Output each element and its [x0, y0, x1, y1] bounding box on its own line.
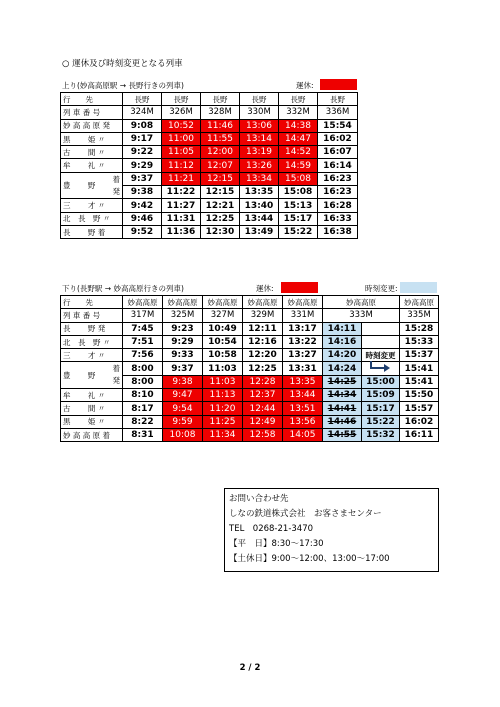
time-cell: 13:06 [240, 119, 279, 132]
station-name: 北 長 野 〃 [61, 212, 123, 225]
time-cell: 10:54 [203, 335, 243, 348]
time-cell: 16:38 [318, 225, 358, 238]
time-cell: 15:57 [400, 402, 439, 415]
up-row [61, 119, 358, 132]
time-cell: 8:00 [123, 362, 163, 375]
contact-weekday-hours: 【平 日】8:30～17:30 [229, 539, 324, 549]
destination: 妙高高原 [323, 296, 400, 309]
station-toyono [61, 362, 123, 389]
destination: 妙高高原 [400, 296, 439, 309]
down-row [61, 389, 439, 402]
time-cell: 8:31 [123, 428, 163, 441]
time-cell [362, 335, 400, 348]
time-cell: 14:47 [279, 132, 318, 145]
time-cell: 7:45 [123, 322, 163, 335]
train-number: 317M [123, 309, 163, 322]
time-cell: 13:35 [240, 186, 279, 199]
time-cell: 13:56 [283, 415, 323, 428]
time-cell: 11:31 [162, 212, 201, 225]
destination: 妙高高原 [243, 296, 283, 309]
time-cell: 9:38 [163, 375, 203, 388]
time-cell: 10:52 [162, 119, 201, 132]
time-cell: 11:00 [162, 132, 201, 145]
time-cell: 9:42 [123, 199, 162, 212]
time-cell: 9:29 [123, 159, 162, 172]
arrive-label: 着 [112, 364, 120, 374]
down-row [61, 322, 439, 335]
time-cell: 14:38 [279, 119, 318, 132]
contact-box [224, 488, 439, 572]
destination: 妙高高原 [203, 296, 243, 309]
up-row [61, 199, 358, 212]
train-number: 327M [203, 309, 243, 322]
contact-tel: TEL 0268-21-3470 [229, 524, 314, 534]
time-cell: 9:17 [123, 132, 162, 145]
time-cell: 7:51 [123, 335, 163, 348]
time-cell: 7:56 [123, 349, 163, 362]
time-cell: 8:22 [123, 415, 163, 428]
station-name: 黒 姫 〃 [61, 415, 123, 428]
destination: 長野 [201, 93, 240, 106]
time-cell: 9:38 [123, 186, 162, 199]
up-timetable [60, 92, 358, 239]
time-cell: 10:58 [203, 349, 243, 362]
train-number-label: 列 車 番 号 [61, 309, 123, 322]
up-legend-label: 運休: [296, 81, 314, 90]
down-row [61, 335, 439, 348]
time-cell: 15:08 [279, 172, 318, 185]
time-cell: 11:55 [201, 132, 240, 145]
depart-label: 発 [112, 376, 120, 386]
time-cell: 16:07 [318, 146, 358, 159]
train-number: 324M [123, 106, 162, 119]
time-cell: 12:37 [243, 389, 283, 402]
station-name: 黒 姫 〃 [61, 132, 123, 145]
time-cell: 9:33 [163, 349, 203, 362]
time-cell: 9:59 [163, 415, 203, 428]
station-name: 妙 高 高 原 発 [61, 119, 123, 132]
train-number: 332M [279, 106, 318, 119]
time-cell: 12:28 [243, 375, 283, 388]
time-cell: 12:49 [243, 415, 283, 428]
time-cell: 11:13 [203, 389, 243, 402]
time-cell: 9:47 [163, 389, 203, 402]
down-legend-blue-swatch [400, 282, 437, 293]
destination: 長野 [123, 93, 162, 106]
time-cell: 14:16 [323, 335, 362, 348]
time-cell: 16:02 [400, 415, 439, 428]
time-cell: 11:22 [162, 186, 201, 199]
destination: 長野 [279, 93, 318, 106]
time-cell: 12:58 [243, 428, 283, 441]
time-cell: 15:09 [362, 389, 400, 402]
time-cell: 11:05 [162, 146, 201, 159]
time-cell: 16:23 [318, 186, 358, 199]
time-cell: 11:03 [203, 362, 243, 375]
train-number: 333M [323, 309, 400, 322]
time-cell: 13:19 [240, 146, 279, 159]
station-name: 牟 礼 〃 [61, 389, 123, 402]
down-row [61, 428, 439, 441]
time-cell: 15:17 [279, 212, 318, 225]
time-cell: 15:22 [362, 415, 400, 428]
time-cell: 14:41 [323, 402, 362, 415]
time-cell: 9:22 [123, 146, 162, 159]
time-cell: 13:26 [240, 159, 279, 172]
station-name: 三 才 〃 [61, 349, 123, 362]
time-change-arrow-icon [368, 360, 398, 380]
train-number: 326M [162, 106, 201, 119]
time-cell: 11:20 [203, 402, 243, 415]
time-cell: 15:13 [279, 199, 318, 212]
time-cell: 14:11 [323, 322, 362, 335]
up-row [61, 132, 358, 145]
time-cell: 12:07 [201, 159, 240, 172]
time-cell: 16:33 [318, 212, 358, 225]
up-row [61, 172, 358, 185]
time-cell: 12:00 [201, 146, 240, 159]
contact-title: お問い合わせ先 [229, 494, 289, 504]
station-name: 牟 礼 〃 [61, 159, 123, 172]
time-cell: 15:00 [362, 375, 400, 388]
time-cell: 14:52 [279, 146, 318, 159]
station-name: 古 間 〃 [61, 402, 123, 415]
time-cell: 16:02 [318, 132, 358, 145]
time-cell: 14:46 [323, 415, 362, 428]
time-cell: 15:32 [362, 428, 400, 441]
down-legend-red-swatch [281, 282, 318, 293]
time-cell: 13:35 [283, 375, 323, 388]
time-cell: 12:25 [201, 212, 240, 225]
time-cell: 16:28 [318, 199, 358, 212]
up-row [61, 159, 358, 172]
time-cell: 14:34 [323, 389, 362, 402]
up-row [61, 225, 358, 238]
time-cell: 10:49 [203, 322, 243, 335]
time-cell: 12:20 [243, 349, 283, 362]
up-train-row [61, 106, 358, 119]
time-cell: 13:40 [240, 199, 279, 212]
down-legend-label: 運休: [256, 284, 274, 293]
destination: 長野 [318, 93, 358, 106]
station-name: 豊 野 [63, 370, 96, 380]
train-number-label: 列 車 番 号 [61, 106, 123, 119]
time-cell: 8:00 [123, 375, 163, 388]
time-cell: 14:59 [279, 159, 318, 172]
page-number: 2 / 2 [239, 663, 261, 673]
time-cell: 15:50 [400, 389, 439, 402]
station-name: 三 才 〃 [61, 199, 123, 212]
train-number: 336M [318, 106, 358, 119]
time-cell: 13:27 [283, 349, 323, 362]
down-legend-change-label: 時刻変更: [365, 284, 398, 293]
time-cell: 14:05 [283, 428, 323, 441]
train-number: 331M [283, 309, 323, 322]
time-cell: 14:24 [323, 362, 362, 375]
time-cell: 15:22 [279, 225, 318, 238]
train-number: 325M [163, 309, 203, 322]
time-cell: 8:17 [123, 402, 163, 415]
down-row [61, 402, 439, 415]
up-row [61, 212, 358, 225]
destination: 妙高高原 [283, 296, 323, 309]
dest-label: 行 先 [61, 93, 123, 106]
time-cell: 13:31 [283, 362, 323, 375]
destination: 長野 [162, 93, 201, 106]
time-cell: 11:34 [203, 428, 243, 441]
time-cell: 12:15 [201, 186, 240, 199]
time-cell: 15:17 [362, 402, 400, 415]
destination: 長野 [240, 93, 279, 106]
time-cell: 12:21 [201, 199, 240, 212]
station-toyono [61, 172, 123, 199]
time-cell: 13:14 [240, 132, 279, 145]
up-caption: 上り(妙高高原駅 → 長野行きの列車) [62, 81, 184, 90]
time-cell: 11:25 [203, 415, 243, 428]
time-cell: 11:21 [162, 172, 201, 185]
time-cell: 11:03 [203, 375, 243, 388]
time-cell: 16:11 [400, 428, 439, 441]
up-row [61, 146, 358, 159]
time-cell: 9:37 [123, 172, 162, 185]
time-cell: 11:36 [162, 225, 201, 238]
down-row [61, 415, 439, 428]
train-number: 330M [240, 106, 279, 119]
time-cell: 9:29 [163, 335, 203, 348]
destination: 妙高高原 [163, 296, 203, 309]
time-cell: 13:17 [283, 322, 323, 335]
up-legend-red-swatch [320, 79, 357, 90]
time-cell: 13:34 [240, 172, 279, 185]
time-cell: 15:37 [400, 349, 439, 362]
time-cell: 15:41 [400, 362, 439, 375]
arrive-label: 着 [112, 174, 120, 184]
time-cell: 13:51 [283, 402, 323, 415]
section-heading: ○ 運休及び時刻変更となる列車 [62, 59, 183, 69]
station-name: 古 間 〃 [61, 146, 123, 159]
time-cell: 9:54 [163, 402, 203, 415]
time-cell: 16:23 [318, 172, 358, 185]
time-cell: 14:25 [323, 375, 362, 388]
station-name: 北 長 野 〃 [61, 335, 123, 348]
time-cell: 11:12 [162, 159, 201, 172]
time-cell: 9:46 [123, 212, 162, 225]
time-cell: 9:37 [163, 362, 203, 375]
contact-company: しなの鉄道株式会社 お客さまセンター [229, 509, 382, 519]
down-train-row [61, 309, 439, 322]
time-cell: 9:23 [163, 322, 203, 335]
time-cell: 12:11 [243, 322, 283, 335]
station-name: 長 野 着 [61, 225, 123, 238]
time-cell: 9:08 [123, 119, 162, 132]
time-cell: 13:49 [240, 225, 279, 238]
time-cell: 11:27 [162, 199, 201, 212]
train-number: 335M [400, 309, 439, 322]
time-cell: 15:28 [400, 322, 439, 335]
station-name: 豊 野 [63, 181, 96, 191]
down-caption: 下り(長野駅 → 妙高高原行きの列車) [62, 284, 184, 293]
time-cell: 15:08 [279, 186, 318, 199]
time-cell: 9:52 [123, 225, 162, 238]
down-dest-row [61, 296, 439, 309]
time-cell: 10:08 [163, 428, 203, 441]
time-cell: 11:46 [201, 119, 240, 132]
time-cell: 16:14 [318, 159, 358, 172]
contact-weekend-hours: 【土休日】9:00～12:00、13:00～17:00 [229, 554, 390, 564]
depart-label: 発 [112, 186, 120, 196]
station-name: 妙 高 高 原 着 [61, 428, 123, 441]
time-cell: 12:25 [243, 362, 283, 375]
time-cell: 12:15 [201, 172, 240, 185]
time-cell: 14:20 [323, 349, 362, 362]
train-number: 328M [201, 106, 240, 119]
destination: 妙高高原 [123, 296, 163, 309]
time-cell [362, 322, 400, 335]
up-dest-row [61, 93, 358, 106]
time-cell: 15:54 [318, 119, 358, 132]
time-cell: 12:30 [201, 225, 240, 238]
station-name: 長 野 発 [61, 322, 123, 335]
time-cell: 13:44 [240, 212, 279, 225]
time-cell: 8:10 [123, 389, 163, 402]
time-cell: 13:44 [283, 389, 323, 402]
time-cell: 15:41 [400, 375, 439, 388]
dest-label: 行 先 [61, 296, 123, 309]
time-cell: 12:44 [243, 402, 283, 415]
time-cell: 12:16 [243, 335, 283, 348]
time-cell: 14:55 [323, 428, 362, 441]
time-cell: 13:22 [283, 335, 323, 348]
train-number: 329M [243, 309, 283, 322]
time-cell: 15:33 [400, 335, 439, 348]
time-cell: 時刻変更 [362, 349, 400, 362]
